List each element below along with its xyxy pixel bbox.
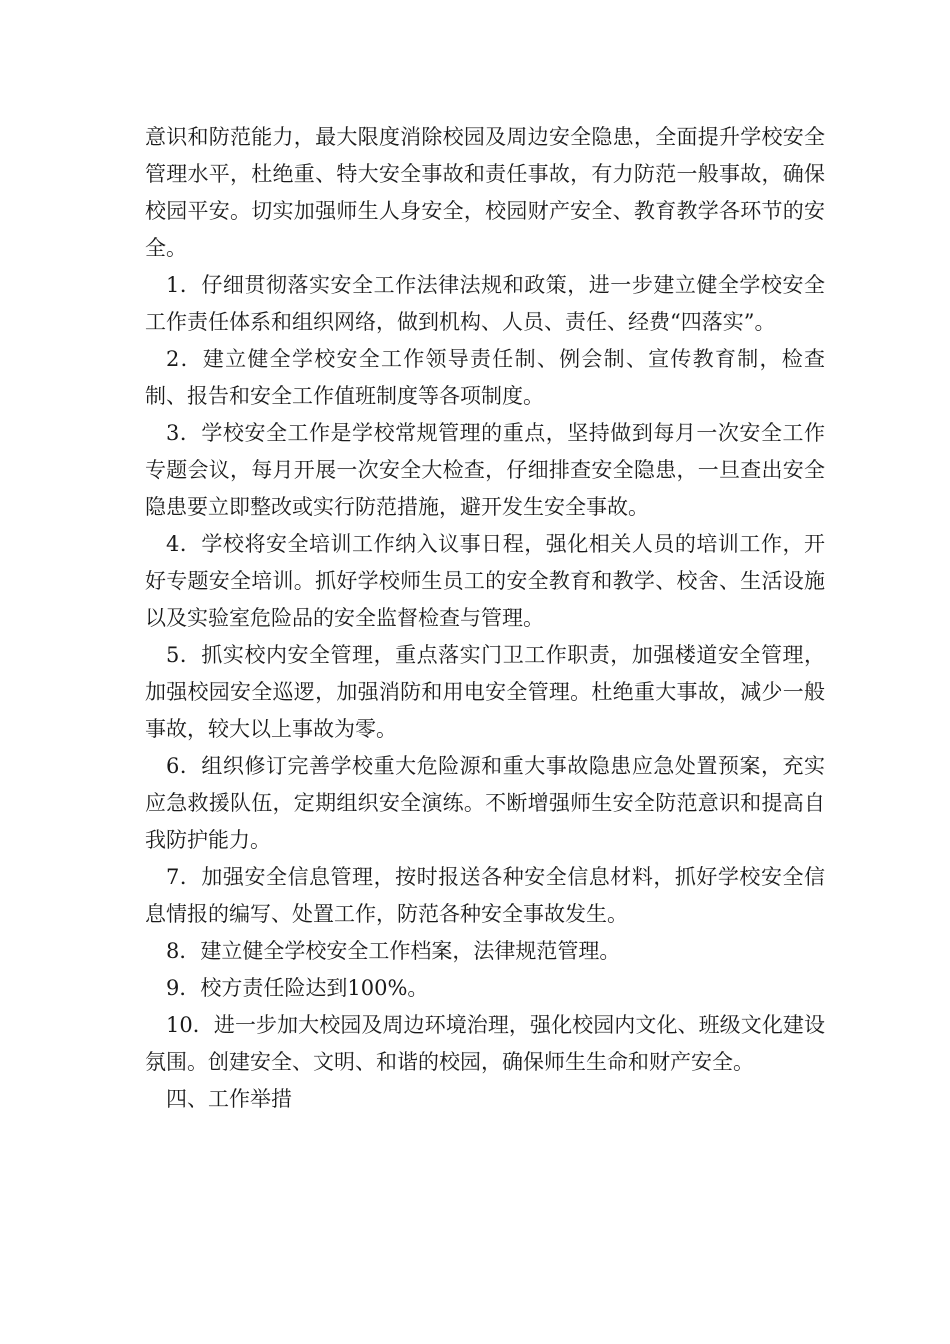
section-heading: 四、工作举措 — [166, 1087, 292, 1111]
list-item-10: 10．进一步加大校园及周边环境治理，强化校园内文化、班级文化建设氛围。创建安全、文明、和谐的校园，确保师生生命和财产安全。 — [145, 1013, 825, 1074]
list-item-2: 2．建立健全学校安全工作领导责任制、例会制、宣传教育制，检查制、报告和安全工作值班制度等各项制度。 — [145, 347, 825, 408]
list-item-6: 6．组织修订完善学校重大危险源和重大事故隐患应急处置预案，充实应急救援队伍，定期组织安全演练。不断增强师生安全防范意识和提高自我防护能力。 — [145, 754, 825, 852]
list-item-8: 8．建立健全学校安全工作档案，法律规范管理。 — [166, 939, 621, 963]
list-item-9: 9．校方责任险达到100%。 — [166, 976, 429, 1000]
paragraph-intro-continuation: 意识和防范能力，最大限度消除校园及周边安全隐患，全面提升学校安全管理水平，杜绝重、特大安全事故和责任事故，有力防范一般事故，确保校园平安。切实加强师生人身安全，校园财产安全、教育教学各环节的安全。 — [145, 125, 825, 260]
list-item-3: 3．学校安全工作是学校常规管理的重点，坚持做到每月一次安全工作专题会议，每月开展一次安全大检查，仔细排查安全隐患，一旦查出安全隐患要立即整改或实行防范措施，避开发生安全事故。 — [145, 421, 825, 519]
document-body — [145, 119, 825, 1118]
list-item-4: 4．学校将安全培训工作纳入议事日程，强化相关人员的培训工作，开好专题安全培训。抓好学校师生员工的安全教育和教学、校舍、生活设施以及实验室危险品的安全监督检查与管理。 — [145, 532, 825, 630]
list-item-7: 7．加强安全信息管理，按时报送各种安全信息材料，抓好学校安全信息情报的编写、处置工作，防范各种安全事故发生。 — [145, 865, 825, 926]
list-item-1: 1．仔细贯彻落实安全工作法律法规和政策，进一步建立健全学校安全工作责任体系和组织网络，做到机构、人员、责任、经费“四落实”。 — [145, 273, 825, 334]
list-item-5: 5．抓实校内安全管理，重点落实门卫工作职责，加强楼道安全管理，加强校园安全巡逻，加强消防和用电安全管理。杜绝重大事故，减少一般事故，较大以上事故为零。 — [145, 643, 825, 741]
